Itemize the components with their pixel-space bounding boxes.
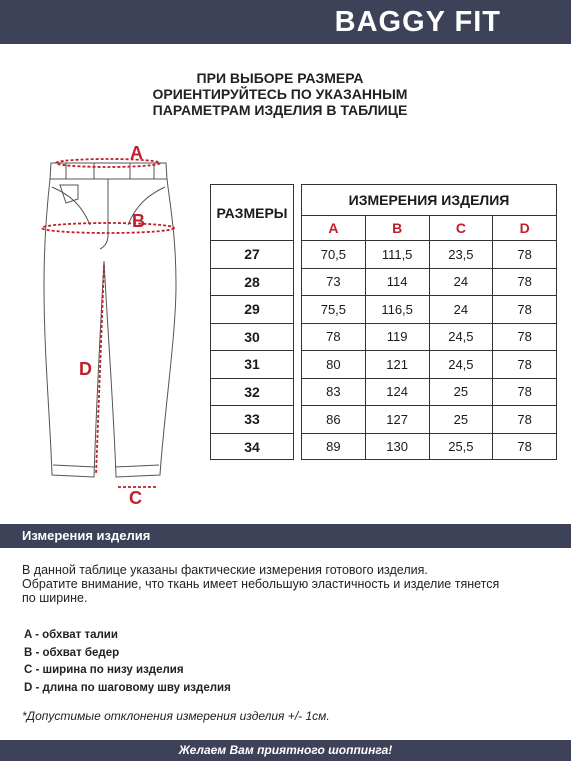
table-cell: 24: [430, 296, 494, 323]
size-cell: 34: [244, 439, 260, 456]
size-cell: 31: [211, 351, 293, 379]
label-a: A: [130, 143, 143, 163]
table-cell: 73: [302, 269, 366, 296]
table-cell: 25,5: [430, 434, 494, 459]
label-c: C: [129, 488, 142, 508]
table-row: [302, 241, 556, 269]
legend-item: C - ширина по низу изделия: [24, 664, 184, 676]
table-cell: 111,5: [366, 241, 430, 268]
table-cell: 86: [302, 406, 366, 433]
paragraph-line: В данной таблице указаны фактические измерения готового изделия.: [22, 563, 428, 577]
info-paragraph: [22, 563, 552, 605]
table-cell: 78: [302, 324, 366, 351]
inseam-measure-line: [96, 265, 104, 475]
table-cell: 78: [517, 438, 532, 454]
table-cell: 25: [430, 379, 494, 406]
table-row: [302, 296, 556, 324]
table-row: [302, 406, 556, 434]
section-header: [0, 524, 571, 548]
top-banner: [0, 0, 571, 44]
sizes-header: РАЗМЕРЫ: [211, 185, 293, 241]
table-cell: 78: [517, 246, 532, 262]
table-cell: 25: [430, 406, 494, 433]
size-cell: 28: [211, 269, 293, 297]
table-cell: 80: [302, 351, 366, 378]
size-cell: 27: [211, 241, 293, 269]
column-header: D: [519, 220, 530, 236]
table-cell: 116,5: [366, 296, 430, 323]
table-cell: 70,5: [302, 241, 366, 268]
label-d: D: [79, 359, 92, 379]
paragraph-line: Обратите внимание, что ткань имеет небольшую эластичность и изделие тянется: [22, 577, 500, 591]
table-cell: 24,5: [430, 351, 494, 378]
legend-item: A - обхват талии: [24, 629, 118, 641]
table-cell: 78: [517, 329, 532, 345]
column-header: C: [430, 216, 494, 240]
table-cell: 78: [517, 411, 532, 427]
hint-line: ПАРАМЕТРАМ ИЗДЕЛИЯ В ТАБЛИЦЕ: [152, 102, 408, 118]
size-hint: [80, 70, 480, 118]
hint-line: ПРИ ВЫБОРЕ РАЗМЕРА: [196, 70, 364, 86]
table-cell: 121: [366, 351, 430, 378]
table-row: [302, 379, 556, 407]
table-cell: 24,5: [430, 324, 494, 351]
column-header-row: [302, 216, 556, 241]
measurement-legend: [24, 627, 231, 697]
jeans-diagram: [30, 135, 200, 515]
column-header: B: [366, 216, 430, 240]
table-cell: 23,5: [430, 241, 494, 268]
table-row: [302, 351, 556, 379]
table-row: [302, 324, 556, 352]
table-cell: 119: [366, 324, 430, 351]
size-cell: 30: [211, 324, 293, 352]
table-cell: 24: [430, 269, 494, 296]
brand-title: BAGGY FIT: [334, 6, 501, 38]
sizes-column: [210, 184, 294, 460]
measurements-table: [301, 184, 557, 460]
table-cell: 124: [366, 379, 430, 406]
table-cell: 75,5: [302, 296, 366, 323]
size-cell: 32: [211, 379, 293, 407]
footer-banner: Желаем Вам приятного шоппинга!: [0, 740, 571, 761]
hint-line: ОРИЕНТИРУЙТЕСЬ ПО УКАЗАННЫМ: [152, 86, 408, 102]
paragraph-line: по ширине.: [22, 591, 88, 605]
measurements-header: ИЗМЕРЕНИЯ ИЗДЕЛИЯ: [302, 185, 556, 216]
table-cell: 78: [517, 384, 532, 400]
tolerance-note: *Допустимые отклонения измерения изделия +/- 1см.: [22, 709, 330, 723]
table-cell: 130: [366, 434, 430, 459]
table-row: [302, 434, 556, 459]
table-cell: 78: [517, 356, 532, 372]
legend-item: B - обхват бедер: [24, 646, 120, 659]
table-cell: 89: [302, 434, 366, 459]
size-cell: 33: [211, 406, 293, 434]
table-cell: 78: [517, 301, 532, 317]
size-cell: 29: [211, 296, 293, 324]
table-cell: 78: [517, 274, 532, 290]
table-row: [302, 269, 556, 297]
section-title: Измерения изделия: [22, 528, 151, 543]
legend-item: D - длина по шаговому шву изделия: [24, 681, 231, 694]
table-cell: 127: [366, 406, 430, 433]
column-header: A: [302, 216, 366, 240]
table-cell: 114: [366, 269, 430, 296]
table-cell: 83: [302, 379, 366, 406]
label-b: B: [132, 211, 145, 231]
